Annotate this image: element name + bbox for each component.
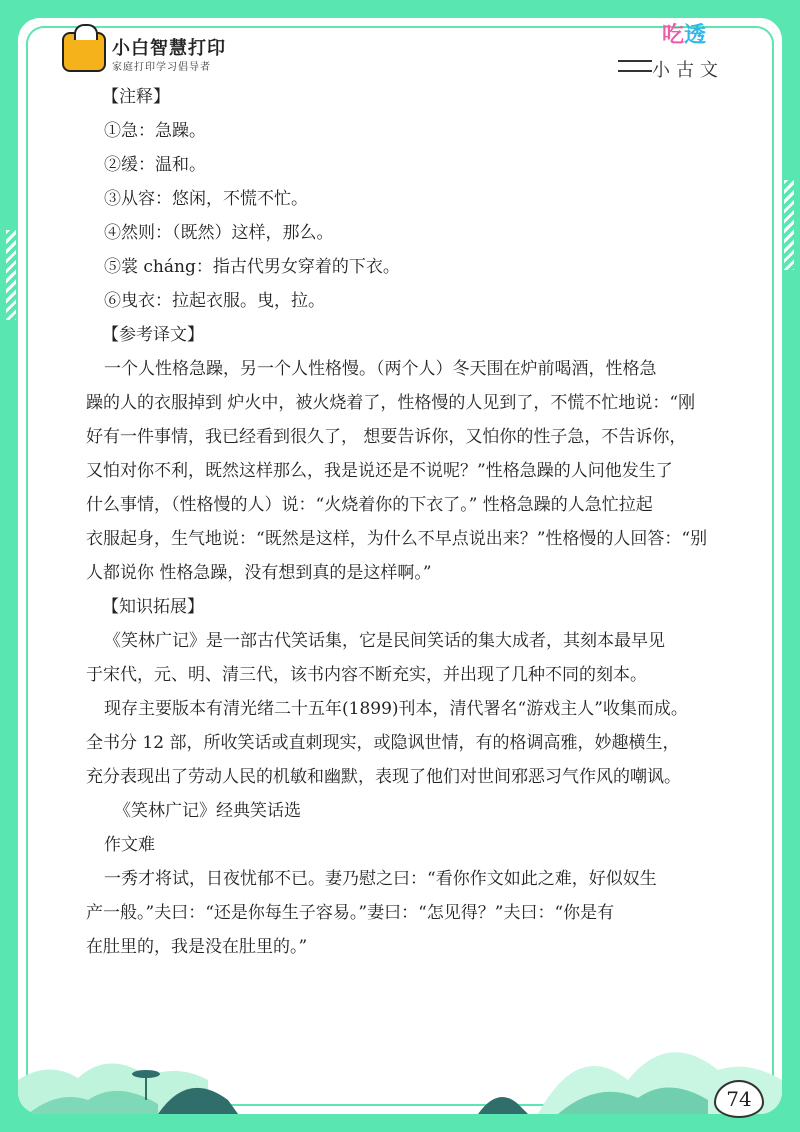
translation-heading: 【参考译文】	[102, 325, 204, 345]
brand-subtitle: 小古文	[652, 60, 724, 81]
note-item: ⑤裳 cháng：指古代男女穿着的下衣。	[104, 257, 400, 277]
knowledge-line: 现存主要版本有清光绪二十五年(1899)刊本，清代署名“游戏主人”收集而成。	[104, 699, 688, 719]
translation-line: 好有一件事情，我已经看到很久了， 想要告诉你，又怕你的性子急，不告诉你，	[86, 427, 687, 447]
note-item: ⑥曳衣：拉起衣服。曳，拉。	[104, 291, 325, 311]
knowledge-heading: 【知识拓展】	[102, 597, 204, 617]
brand-char-1: 吃	[662, 23, 685, 48]
story-line: 在肚里的，我是没在肚里的。”	[86, 937, 308, 957]
note-item: ③从容：悠闲，不慌不忙。	[104, 189, 308, 209]
note-item: ④然则：（既然）这样，那么。	[104, 223, 334, 243]
translation-line: 人都说你 性格急躁，没有想到真的是这样啊。”	[86, 563, 432, 583]
knowledge-line: 于宋代，元、明、清三代，该书内容不断充实，并出现了几种不同的刻本。	[86, 665, 647, 685]
translation-line: 又怕对你不利，既然这样那么，我是说还是不说呢？”性格急躁的人问他发生了	[86, 461, 673, 481]
translation-line: 什么事情，（性格慢的人）说：“火烧着你的下衣了。” 性格急躁的人急忙拉起	[86, 495, 653, 515]
brand-char-2: 透	[684, 23, 707, 48]
left-stripes-decoration	[6, 230, 16, 320]
brand-title	[662, 18, 706, 49]
story-line: 一秀才将试，日夜忧郁不已。妻乃慰之曰：“看你作文如此之难，好似奴生	[104, 869, 657, 889]
knowledge-line: 《笑林广记》是一部古代笑话集，它是民间笑话的集大成者，其刻本最早见	[104, 631, 665, 651]
logo	[62, 26, 232, 78]
article-body	[86, 80, 744, 964]
story-line: 产一般。”夫曰：“还是你每生子容易。”妻曰：“怎见得？”夫曰：“你是有	[86, 903, 615, 923]
right-stripes-decoration	[784, 180, 794, 270]
selection-title: 《笑林广记》经典笑话选	[114, 801, 301, 821]
brand-badge	[612, 18, 762, 88]
translation-line: 一个人性格急躁，另一个人性格慢。（两个人）冬天围在炉前喝酒，性格急	[104, 359, 657, 379]
logo-title: 小白智慧打印	[112, 38, 226, 59]
knowledge-line: 充分表现出了劳动人民的机敏和幽默，表现了他们对世间邪恶习气作风的嘲讽。	[86, 767, 681, 787]
translation-line: 躁的人的衣服掉到 炉火中，被火烧着了，性格慢的人见到了，不慌不忙地说：“刚	[86, 393, 696, 413]
mountain-landscape-decoration	[18, 1020, 782, 1114]
brand-lines-decoration	[618, 60, 652, 72]
knowledge-line: 全书分 12 部，所收笑话或直刺现实，或隐讽世情，有的格调高雅，妙趣横生，	[86, 733, 680, 753]
story-title: 作文难	[104, 835, 155, 855]
page-number: 74	[714, 1080, 764, 1118]
translation-line: 衣服起身，生气地说：“既然是这样，为什么不早点说出来？”性格慢的人回答：“别	[86, 529, 708, 549]
notes-heading: 【注释】	[102, 87, 170, 107]
logo-subtitle: 家庭打印学习倡导者	[112, 62, 211, 73]
note-item: ②缓：温和。	[104, 155, 206, 175]
note-item: ①急：急躁。	[104, 121, 206, 141]
printer-mascot-icon	[62, 32, 106, 72]
